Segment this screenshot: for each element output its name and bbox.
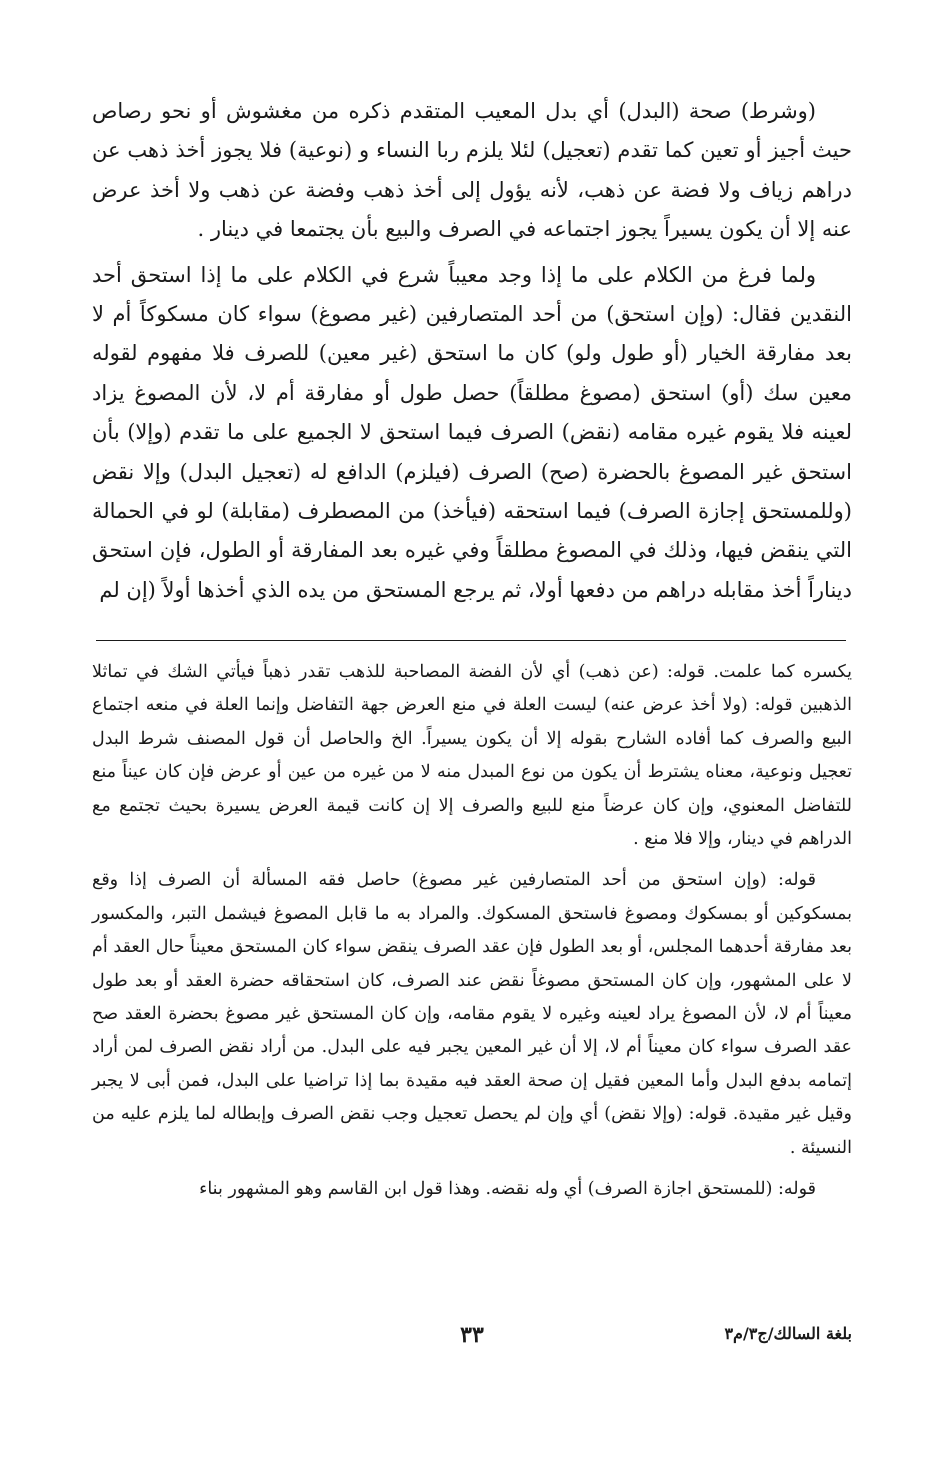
page-footer: [92, 1322, 852, 1362]
page-number: ٣٣: [460, 1322, 484, 1348]
note-paragraph-2: قوله: (وإن استحق من أحد المتصارفين غير مصوغ) حاصل فقه المسألة أن الصرف إذا وقع بمسكوكين أو بمسكوك ومصوغ فاستحق المسكوك. والمراد به ما قابل المصوغ فيشمل التبر، والمكسور بعد مفارقة أحدهما المجلس، أو بعد الطول فإن عقد الصرف ينقض سواء كان المستحق معيناً حال العقد أم لا على المشهور، وإن كان المستحق مصوغاً نقض عند الصرف، كان استحقاقه حضرة العقد أو بعد طول معيناً أم لا، لأن المصوغ يراد لعينه وغيره لا يقوم مقامه، وإن كان المستحق غير مصوغ بحضرة العقد صح عقد الصرف سواء كان معيناً أم لا، إلا أن غير المعين يجبر فيه على البدل. من أراد نقض الصرف لمن أراد إتمامه بدفع البدل وأما المعين فقيل إن صحة العقد فيه مقيدة بما إذا تراضيا على البدل، فمن أبى لا يجبر وقيل غير مقيدة. قوله: (وإلا نقض) أي وإن لم يحصل تعجيل وجب نقض الصرف وإبطاله لما يلزم عليه من النسيئة .: [92, 870, 852, 1158]
commentary-notes: [92, 656, 852, 1207]
main-paragraph-2: ولما فرغ من الكلام على ما إذا وجد معيباً شرع في الكلام على ما إذا استحق أحد النقدين فقال: (وإن استحق) من أحد المتصارفين (غير مصوغ) سواء كان مسكوكاً أم لا بعد مفارقة الخيار (أو طول ولو) كان ما استحق (غير معين) للصرف فلا مفهوم لقوله معين سك (أو) استحق (مصوغ مطلقاً) حصل طول أو مفارقة أم لا، لأن المصوغ يزاد لعينه فلا يقوم غيره مقامه (نقض) الصرف فيما استحق لا الجميع على ما تقدم (وإلا) بأن استحق غير المصوغ بالحضرة (صح) الصرف (فيلزم) الدافع له (تعجيل البدل) وإلا نقض (وللمستحق إجازة الصرف) فيما استحقه (فيأخذ) من المصطرف (مقابلة) لو في الحمالة التي ينقض فيها، وذلك في المصوغ مطلقاً وفي غيره بعد المفارقة أو الطول، فإن استحق ديناراً أخذ مقابله دراهم من دفعها أولا، ثم يرجع المستحق من يده الذي أخذها أولاً (إن لم: [92, 262, 852, 602]
note-paragraph-3: قوله: (للمستحق اجازة الصرف) أي وله نقضه. وهذا قول ابن القاسم وهو المشهور بناء: [199, 1179, 816, 1200]
main-paragraph-1: (وشرط) صحة (البدل) أي بدل المعيب المتقدم ذكره من مغشوش أو نحو رصاص حيث أجيز أو تعين كما تقدم (تعجيل) لئلا يلزم ربا النساء و (نوعية) فلا يجوز أخذ ذهب عن دراهم زياف ولا فضة عن ذهب، لأنه يؤول إلى أخذ ذهب وفضة عن ذهب ولا أخذ عرض عنه إلا أن يكون يسيراً يجوز اجتماعه في الصرف والبيع بأن يجتمعا في دينار .: [92, 99, 852, 242]
note-paragraph-1: يكسره كما علمت. قوله: (عن ذهب) أي لأن الفضة المصاحبة للذهب تقدر ذهباً فيأتي الشك في تماثلا الذهبين قوله: (ولا أخذ عرض عنه) ليست العلة في منع العرض جهة التفاضل وإنما العلة في منعه اجتماع البيع والصرف كما أفاده الشارح بقوله إلا أن يكون يسيراً. الخ والحاصل أن قول المصنف شرط البدل تعجيل ونوعية، معناه يشترط أن يكون من نوع المبدل منه لا من غيره من عين أو عرض فإن كان عيناً منع للتفاضل المعنوي، وإن كان عرضاً منع للبيع والصرف إلا إن كانت قيمة العرض يسيرة بحيث تجتمع مع الدراهم في دينار، وإلا فلا منع .: [92, 662, 852, 850]
main-text-body: [92, 92, 852, 610]
volume-signature: بلغة السالك/ج٣/م٣: [724, 1324, 852, 1343]
footnote-separator-line: [96, 640, 846, 641]
